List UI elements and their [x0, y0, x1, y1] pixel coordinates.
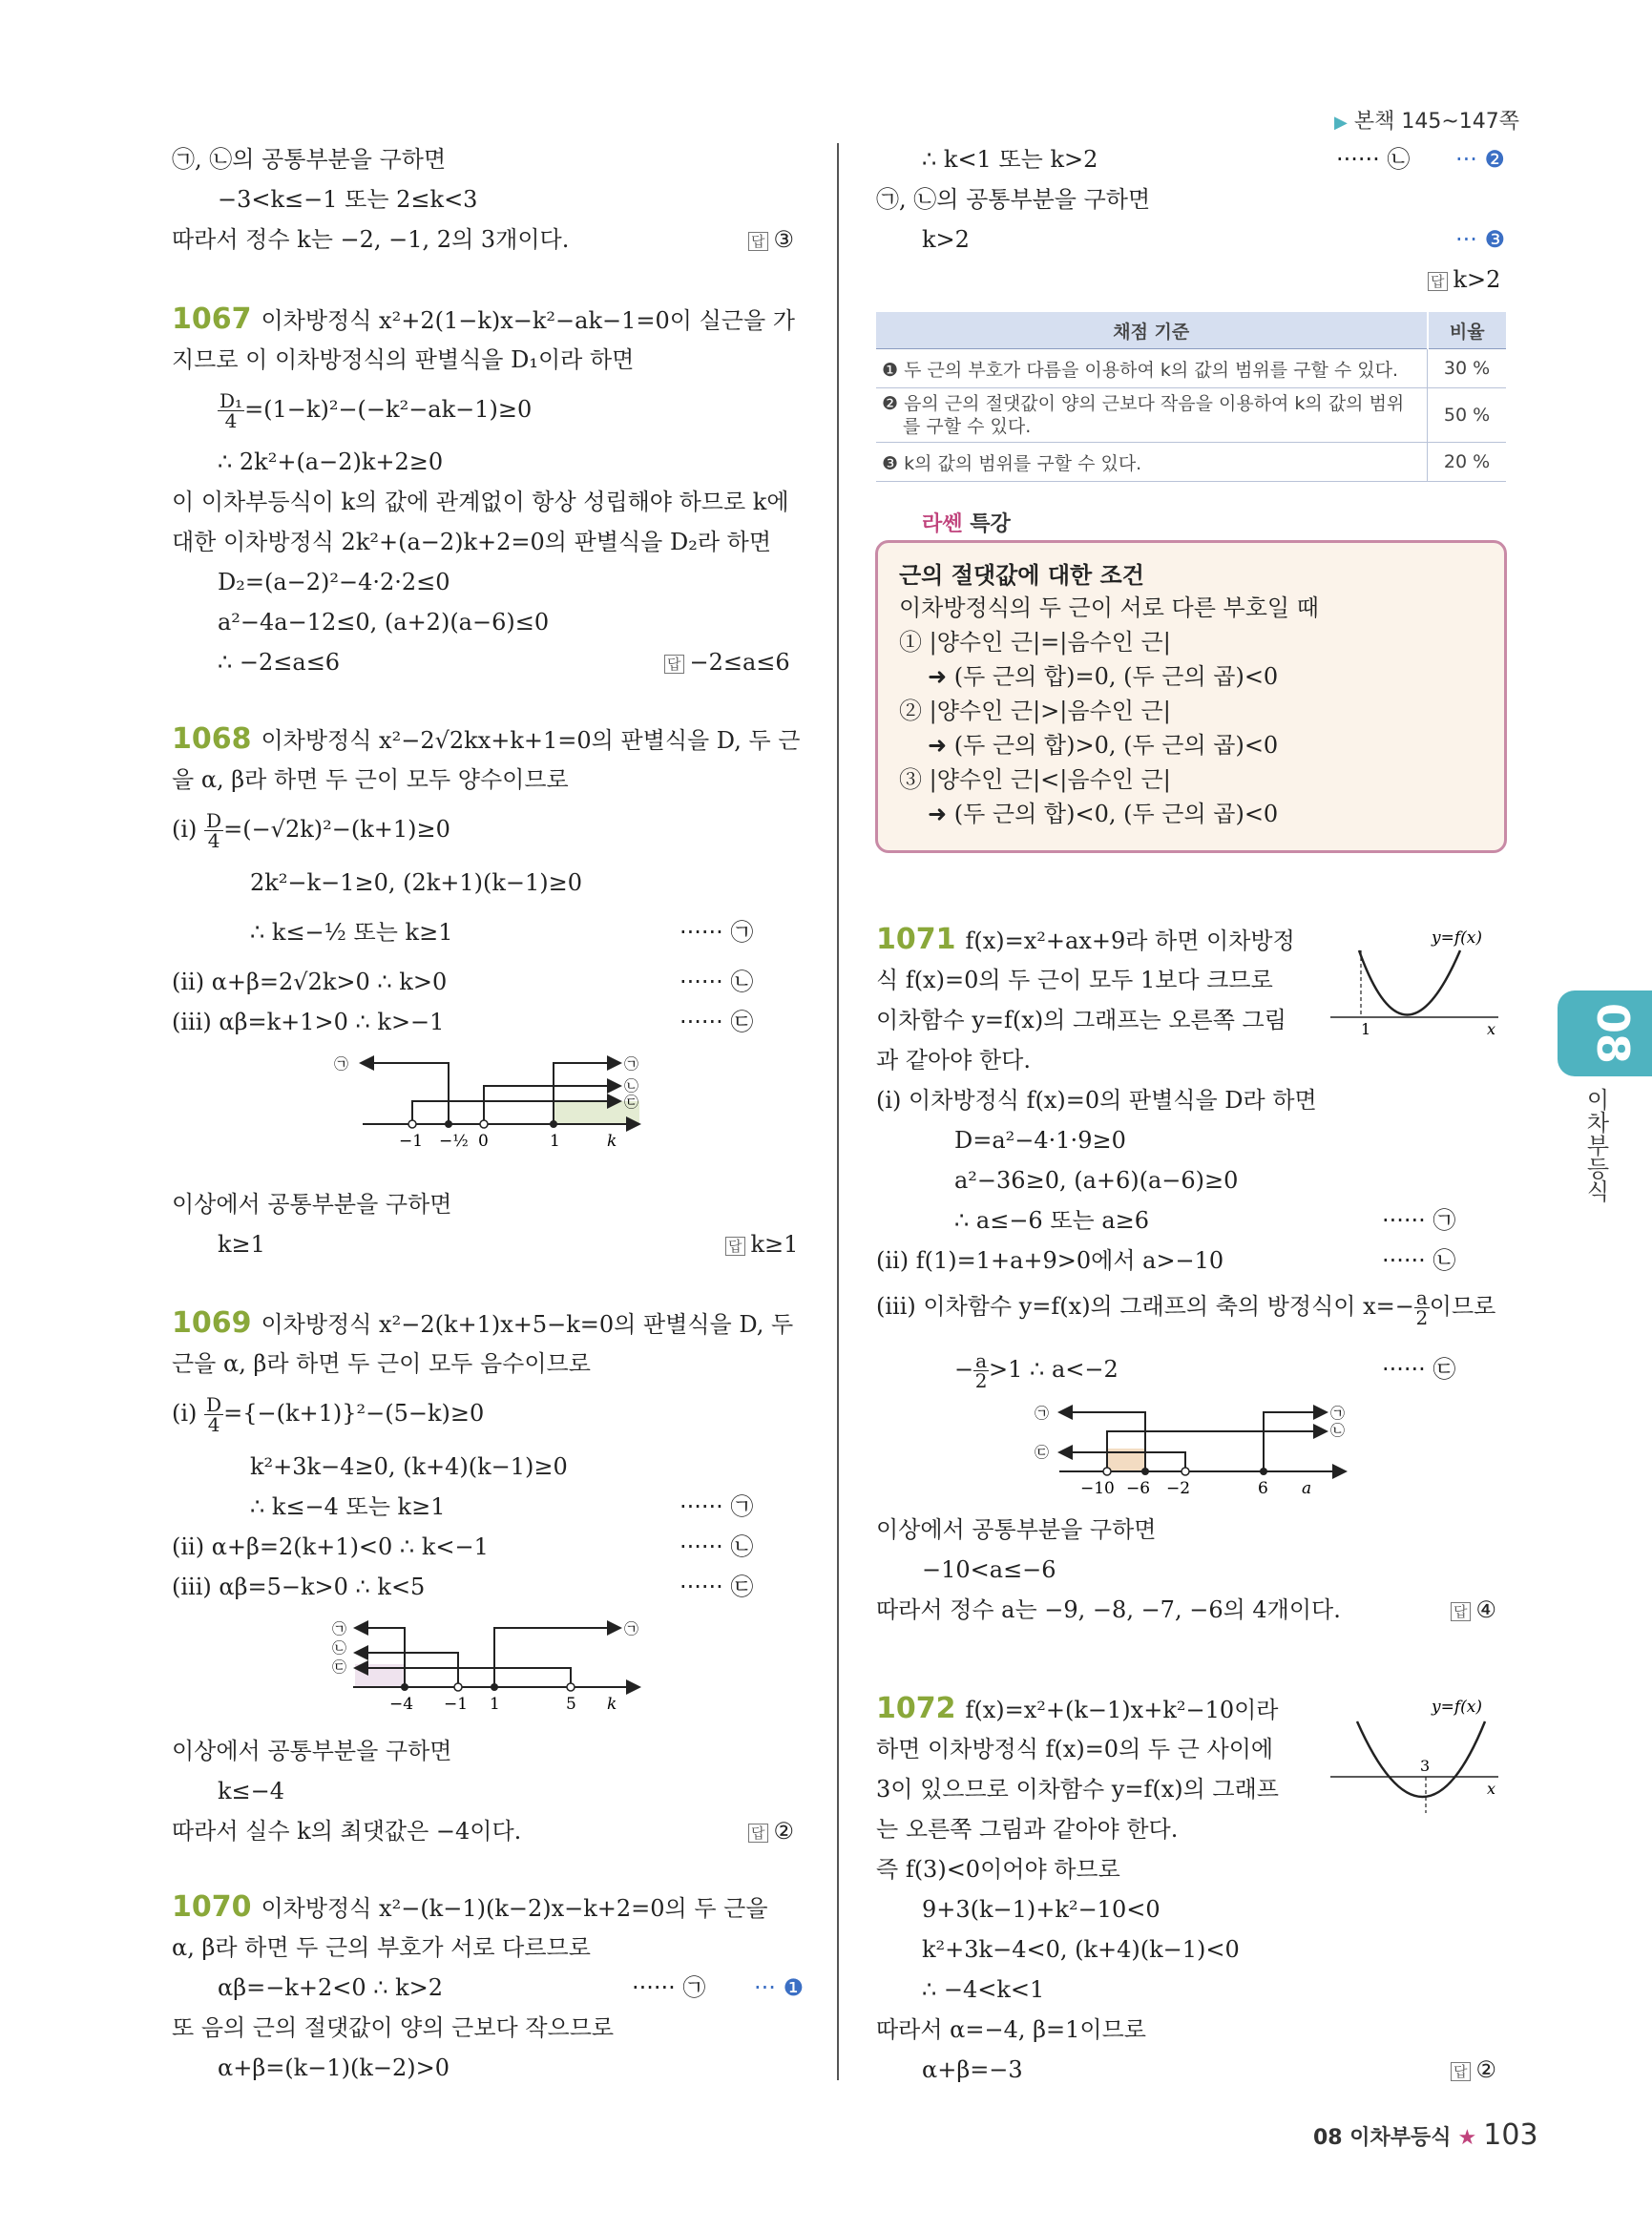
text-line: 9+3(k−1)+k²−10<0: [922, 1896, 1161, 1923]
number-line-1071: [1031, 1395, 1355, 1505]
axis-tick-label: −6: [1126, 1479, 1151, 1498]
text-line: D₂=(a−2)²−4·2·2≤0: [218, 569, 450, 595]
text-line: 이상에서 공통부분을 구하면: [876, 1516, 1157, 1543]
axis-tick-label: −1: [399, 1132, 424, 1151]
open-point: [1103, 1468, 1111, 1475]
text-line: (ii) α+β=2√2k>0 ∴ k>0: [172, 969, 448, 995]
table-cell: ❷ 음의 근의 절댓값이 양의 근보다 작음을 이용하여 k의 값의 범위 를 구할 수 있다.: [876, 388, 1428, 443]
answer: 답 k>2: [1428, 263, 1500, 296]
answer: 답 −2≤a≤6: [664, 646, 790, 678]
text-line: 지므로 이 이차방정식의 판별식을 D₁이라 하면: [172, 346, 635, 373]
answer: 답 ②: [1451, 2054, 1496, 2086]
text-line: ∴ 2k²+(a−2)k+2≥0: [218, 448, 444, 475]
axis-tick-label: 0: [478, 1132, 489, 1151]
table-row: [876, 349, 1506, 388]
problem-number: 1071: [876, 923, 956, 956]
lecture-title: 근의 절댓값에 대한 조건: [899, 562, 1144, 589]
circle-label: ㉠: [1035, 1405, 1050, 1422]
text-line: 이 이차부등식이 k의 값에 관계없이 항상 성립해야 하므로 k에: [172, 489, 789, 515]
condition-mark: ······ ㉡: [1382, 1247, 1456, 1274]
table-cell: ❸ k의 값의 범위를 구할 수 있다.: [876, 443, 1428, 482]
text-line: k≥1: [218, 1231, 265, 1258]
text-line: (ii) α+β=2(k+1)<0 ∴ k<−1: [172, 1533, 489, 1560]
problem-1072-line: 1072 f(x)=x²+(k−1)x+k²−10이라: [876, 1692, 1279, 1725]
text-line: 는 오른쪽 그림과 같아야 한다.: [876, 1816, 1179, 1843]
answer-icon: 답: [1451, 1602, 1471, 1621]
fraction: $\frac{\text{D₁}}{4}$: [220, 389, 243, 432]
condition-mark: ······ ㉢: [680, 1009, 754, 1035]
answer: 답 ④: [1451, 1594, 1496, 1626]
open-point: [454, 1683, 462, 1691]
axis-tick-label: −4: [389, 1695, 414, 1714]
page-number: 103: [1483, 2118, 1538, 2152]
column-divider: [837, 143, 839, 2080]
table-cell: 50 %: [1428, 388, 1507, 443]
text-line: ∴ −4<k<1: [922, 1976, 1045, 2003]
text-line: ㉠, ㉡의 공통부분을 구하면: [172, 146, 447, 173]
table-header: 채점 기준: [876, 312, 1428, 349]
formula-line: (i) $\frac{D}{4}$ =(−√2k)²−(k+1)≥0: [172, 809, 450, 852]
fraction: $\frac{a}{2}$: [1415, 1286, 1429, 1329]
axis-tick-label: a: [1302, 1479, 1312, 1498]
text-line: −3<k≤−1 또는 2≤k<3: [218, 186, 478, 213]
text-line: a²−36≥0, (a+6)(a−6)≥0: [954, 1167, 1239, 1194]
circle-label: ㉠: [334, 1055, 349, 1073]
open-point: [567, 1683, 575, 1691]
interval-a-right: [1264, 1412, 1327, 1471]
text-line: (i) 이차방정식 f(x)=0의 판별식을 D라 하면: [876, 1087, 1317, 1114]
step-mark: ··· ❶: [754, 1974, 805, 2001]
circle-label: ㉡: [1330, 1422, 1346, 1439]
chapter-tab-label: 이차부등식: [1582, 1088, 1609, 1202]
text-line: 따라서 α=−4, β=1이므로: [876, 2016, 1146, 2043]
condition-mark: ······ ㉠: [1382, 1207, 1456, 1234]
problem-1068-line: 1068 이차방정식 x²−2√2kx+k+1=0의 판별식을 D, 두 근: [172, 722, 801, 756]
circle-label: ㉠: [332, 1620, 347, 1637]
circle-label: ㉢: [1035, 1444, 1050, 1461]
text-line: 이차방정식의 두 근이 서로 다른 부호일 때: [899, 594, 1319, 621]
closed-point: [401, 1683, 408, 1691]
answer-icon: 답: [748, 1824, 768, 1843]
closed-point: [1260, 1468, 1267, 1475]
answer-icon: 답: [664, 655, 684, 674]
text-line: 2k²−k−1≥0, (2k+1)(k−1)≥0: [250, 869, 583, 896]
text-line: 3이 있으므로 이차함수 y=f(x)의 그래프: [876, 1776, 1279, 1803]
text-line: ② |양수인 근|>|음수인 근|: [899, 698, 1171, 724]
table-row: [876, 443, 1506, 482]
axis-tick-label: k: [607, 1695, 617, 1714]
table-cell: ❶ 두 근의 부호가 다름을 이용하여 k의 값의 범위를 구할 수 있다.: [876, 349, 1428, 388]
open-point: [408, 1120, 416, 1128]
text-line: 또 음의 근의 절댓값이 양의 근보다 작으므로: [172, 2014, 615, 2041]
fraction: $\frac{D}{4}$: [206, 809, 222, 852]
text-line: 하면 이차방정식 f(x)=0의 두 근 사이에: [876, 1736, 1274, 1762]
fraction: $\frac{a}{2}$: [974, 1349, 988, 1392]
answer: 답 ②: [748, 1815, 794, 1847]
text-line: k²+3k−4<0, (k+4)(k−1)<0: [922, 1936, 1240, 1963]
problem-number: 1070: [172, 1890, 252, 1924]
problem-number: 1067: [172, 302, 252, 336]
text-line: α+β=(k−1)(k−2)>0: [218, 2054, 450, 2081]
problem-number: 1069: [172, 1306, 252, 1340]
text-line: ➜ (두 근의 합)>0, (두 근의 곱)<0: [928, 732, 1279, 759]
axis-tick-label: 1: [550, 1132, 560, 1151]
circle-label: ㉠: [624, 1620, 639, 1637]
text-line: k≤−4: [218, 1778, 285, 1804]
table-header: 비율: [1428, 312, 1507, 349]
circle-label: ㉠: [624, 1055, 639, 1073]
circle-label: ㉡: [332, 1639, 347, 1657]
formula-line: $\frac{\text{D₁}}{4}$ =(1−k)²−(−k²−ak−1)≥0: [220, 389, 533, 432]
formula-line: − $\frac{a}{2}$ >1 ∴ a<−2: [954, 1349, 1119, 1392]
chapter-tab[interactable]: [1558, 990, 1652, 1076]
text-line: 즉 f(3)<0이어야 하므로: [876, 1856, 1120, 1883]
formula-line: (iii) 이차함수 y=f(x)의 그래프의 축의 방정식이 x=− $\frac{a}{2}$ 이므로: [876, 1286, 1496, 1329]
text-line: α+β=−3: [922, 2056, 1023, 2083]
answer-icon: 답: [1428, 272, 1448, 291]
text-line: D=a²−4·1·9≥0: [954, 1127, 1126, 1154]
parabola-graph-1071: [1327, 922, 1508, 1051]
problem-1069-line: 1069 이차방정식 x²−2(k+1)x+5−k=0의 판별식을 D, 두: [172, 1306, 794, 1340]
text-line: 이차함수 y=f(x)의 그래프는 오른쪽 그림: [876, 1007, 1286, 1033]
text-line: αβ=−k+2<0 ∴ k>2: [218, 1974, 444, 2001]
table-row: [876, 388, 1506, 443]
parabola-graph-1072: [1327, 1691, 1508, 1824]
text-line: ∴ k≤−½ 또는 k≥1: [250, 919, 453, 946]
axis-tick-label: −2: [1166, 1479, 1191, 1498]
text-line: ㉠, ㉡의 공통부분을 구하면: [876, 186, 1151, 213]
text-line: 식 f(x)=0의 두 근이 모두 1보다 크므로: [876, 967, 1273, 993]
text-line: 이상에서 공통부분을 구하면: [172, 1738, 452, 1764]
scoring-criteria-table: [876, 312, 1506, 482]
text-line: ➜ (두 근의 합)<0, (두 근의 곱)<0: [928, 801, 1279, 827]
graph-tick: 1: [1361, 1020, 1371, 1038]
fraction: $\frac{D}{4}$: [206, 1393, 222, 1436]
axis-tick-label: k: [607, 1132, 617, 1151]
condition-mark: ······ ㉠: [680, 1493, 754, 1520]
graph-axis-label: x: [1487, 1020, 1496, 1038]
problem-number: 1068: [172, 722, 252, 756]
text-line: ③ |양수인 근|<|음수인 근|: [899, 766, 1171, 793]
problem-1070-line: 1070 이차방정식 x²−(k−1)(k−2)x−k+2=0의 두 근을: [172, 1890, 768, 1924]
graph-label: y=f(x): [1432, 1698, 1482, 1717]
text-line: ∴ −2≤a≤6: [218, 649, 341, 676]
condition-mark: ······ ㉡: [680, 969, 754, 995]
circle-label: ㉠: [1330, 1405, 1346, 1422]
text-line: ∴ a≤−6 또는 a≥6: [954, 1207, 1150, 1234]
step-mark: ··· ❷: [1455, 146, 1506, 173]
answer: 답 ③: [748, 223, 794, 256]
interval-a-left: [361, 1063, 449, 1124]
text-line: 대한 이차방정식 2k²+(a−2)k+2=0의 판별식을 D₂라 하면: [172, 529, 772, 555]
closed-point: [491, 1683, 498, 1691]
page-reference: ▶ 본책 145~147쪽: [1334, 110, 1520, 134]
text-line: ➜ (두 근의 합)=0, (두 근의 곱)<0: [928, 663, 1279, 690]
axis-tick-label: −10: [1080, 1479, 1115, 1498]
text-line: 따라서 정수 k는 −2, −1, 2의 3개이다.: [172, 226, 570, 253]
closed-point: [1141, 1468, 1149, 1475]
circle-label: ㉡: [624, 1077, 639, 1095]
graph-label: y=f(x): [1432, 928, 1482, 948]
condition-mark: ······ ㉢: [1382, 1356, 1456, 1383]
lecture-badge: 라쎈 특강: [916, 508, 1016, 537]
parabola-curve: [1359, 950, 1460, 1015]
answer-icon: 답: [1451, 2062, 1471, 2081]
text-line: (ii) f(1)=1+a+9>0에서 a>−10: [876, 1247, 1224, 1274]
axis-tick-label: 5: [566, 1695, 576, 1714]
circle-label: ㉢: [624, 1094, 639, 1111]
answer: 답 k≥1: [725, 1228, 798, 1261]
condition-mark: ······ ㉢: [680, 1574, 754, 1600]
condition-mark: ······ ㉡: [1336, 146, 1411, 173]
number-line-1068: [324, 1048, 649, 1172]
formula-line: (i) $\frac{D}{4}$ ={−(k+1)}²−(5−k)≥0: [172, 1393, 485, 1436]
axis-tick-label: −½: [439, 1132, 469, 1151]
text-line: (iii) αβ=5−k>0 ∴ k<5: [172, 1574, 426, 1600]
table-cell: 20 %: [1428, 443, 1507, 482]
table-cell: 30 %: [1428, 349, 1507, 388]
star-icon: ★: [1457, 2126, 1477, 2150]
chapter-tab-number: 08: [1587, 1002, 1640, 1065]
graph-tick: 3: [1420, 1757, 1431, 1775]
open-point: [480, 1120, 488, 1128]
text-line: ∴ k≤−4 또는 k≥1: [250, 1493, 446, 1520]
text-line: 근을 α, β라 하면 두 근이 모두 음수이므로: [172, 1350, 591, 1377]
arrow-right-icon: ▶: [1334, 113, 1348, 133]
text-line: ∴ k<1 또는 k>2: [922, 146, 1098, 173]
condition-mark: ······ ㉠: [632, 1974, 706, 2001]
interval-a-right: [494, 1628, 620, 1687]
text-line: k>2: [922, 226, 970, 253]
step-mark: ··· ❸: [1455, 226, 1506, 253]
axis-tick-label: −1: [444, 1695, 469, 1714]
text-line: 이상에서 공통부분을 구하면: [172, 1191, 452, 1218]
circle-label: ㉢: [332, 1658, 347, 1676]
number-line-1069: [324, 1611, 649, 1720]
text-line: (iii) αβ=k+1>0 ∴ k>−1: [172, 1009, 445, 1035]
text-line: 따라서 실수 k의 최댓값은 −4이다.: [172, 1818, 522, 1845]
axis-tick-label: 6: [1258, 1479, 1268, 1498]
graph-axis-label: x: [1487, 1780, 1496, 1798]
answer-icon: 답: [748, 232, 768, 251]
closed-point: [550, 1120, 557, 1128]
text-line: 을 α, β라 하면 두 근이 모두 양수이므로: [172, 766, 569, 793]
page-footer: 08 이차부등식 ★ 103: [1313, 2118, 1538, 2152]
problem-number: 1072: [876, 1692, 956, 1725]
text-line: k²+3k−4≥0, (k+4)(k−1)≥0: [250, 1453, 568, 1480]
condition-mark: ······ ㉠: [680, 919, 754, 946]
text-line: 따라서 정수 a는 −9, −8, −7, −6의 4개이다.: [876, 1596, 1341, 1623]
answer-icon: 답: [725, 1237, 745, 1256]
axis-tick-label: 1: [490, 1695, 500, 1714]
text-line: α, β라 하면 두 근의 부호가 서로 다르므로: [172, 1934, 591, 1961]
problem-1071-line: 1071 f(x)=x²+ax+9라 하면 이차방정: [876, 923, 1295, 956]
condition-mark: ······ ㉡: [680, 1533, 754, 1560]
text-line: 과 같아야 한다.: [876, 1047, 1031, 1074]
open-point: [1181, 1468, 1189, 1475]
text-line: ① |양수인 근|=|음수인 근|: [899, 629, 1171, 656]
text-line: a²−4a−12≤0, (a+2)(a−6)≤0: [218, 609, 550, 636]
problem-1067-line: 1067 이차방정식 x²+2(1−k)x−k²−ak−1=0이 실근을 가: [172, 302, 795, 336]
closed-point: [445, 1120, 452, 1128]
text-line: −10<a≤−6: [922, 1556, 1056, 1583]
